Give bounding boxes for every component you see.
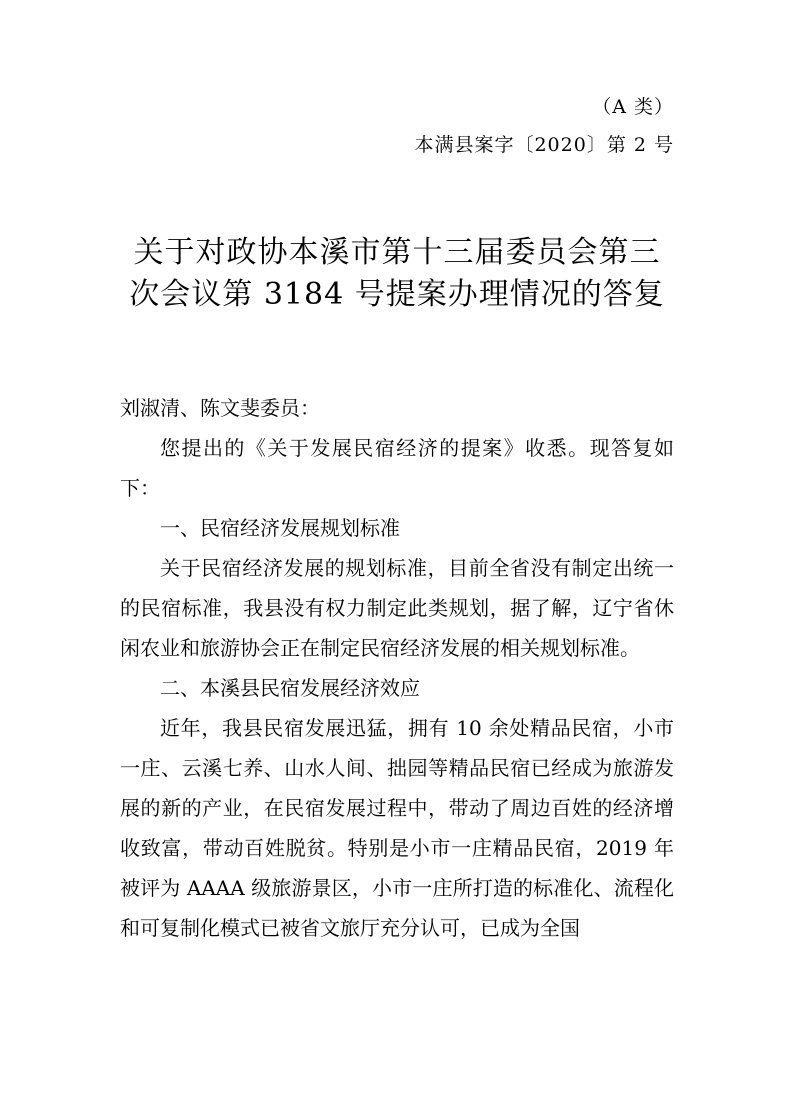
- salutation: 刘淑清、陈文斐委员：: [120, 396, 320, 420]
- document-body: [120, 388, 674, 948]
- section-heading-2: 二、本溪县民宿发展经济效应: [160, 676, 420, 700]
- section-paragraph-2: 近年，我县民宿发展迅猛，拥有 10 余处精品民宿，小市一庄、云溪七养、山水人间、拙园等精品民宿已经成为旅游发展的新的产业，在民宿发展过程中，带动了周边百姓的经济增收致富，带动百姓脱贫。特别是小市一庄精品民宿，2019 年被评为 AAAA 级旅游景区，小市一庄所打造的标准化、流程化和可复制化模式已被省文旅厅充分认可，已成为全国: [120, 716, 674, 940]
- section-paragraph-1: 关于民宿经济发展的规划标准，目前全省没有制定出统一的民宿标准，我县没有权力制定此类规划，据了解，辽宁省休闲农业和旅游协会正在制定民宿经济发展的相关规划标准。: [120, 556, 674, 660]
- intro-paragraph: 您提出的《关于发展民宿经济的提案》收悉。现答复如下：: [120, 436, 674, 500]
- section-heading-1: 一、民宿经济发展规划标准: [160, 516, 400, 540]
- document-title: 关于对政协本溪市第十三届委员会第三次会议第 3184 号提案办理情况的答复: [129, 235, 665, 312]
- document-category: （A 类）: [592, 96, 674, 118]
- document-number: 本满县案字〔2020〕第 2 号: [414, 134, 674, 156]
